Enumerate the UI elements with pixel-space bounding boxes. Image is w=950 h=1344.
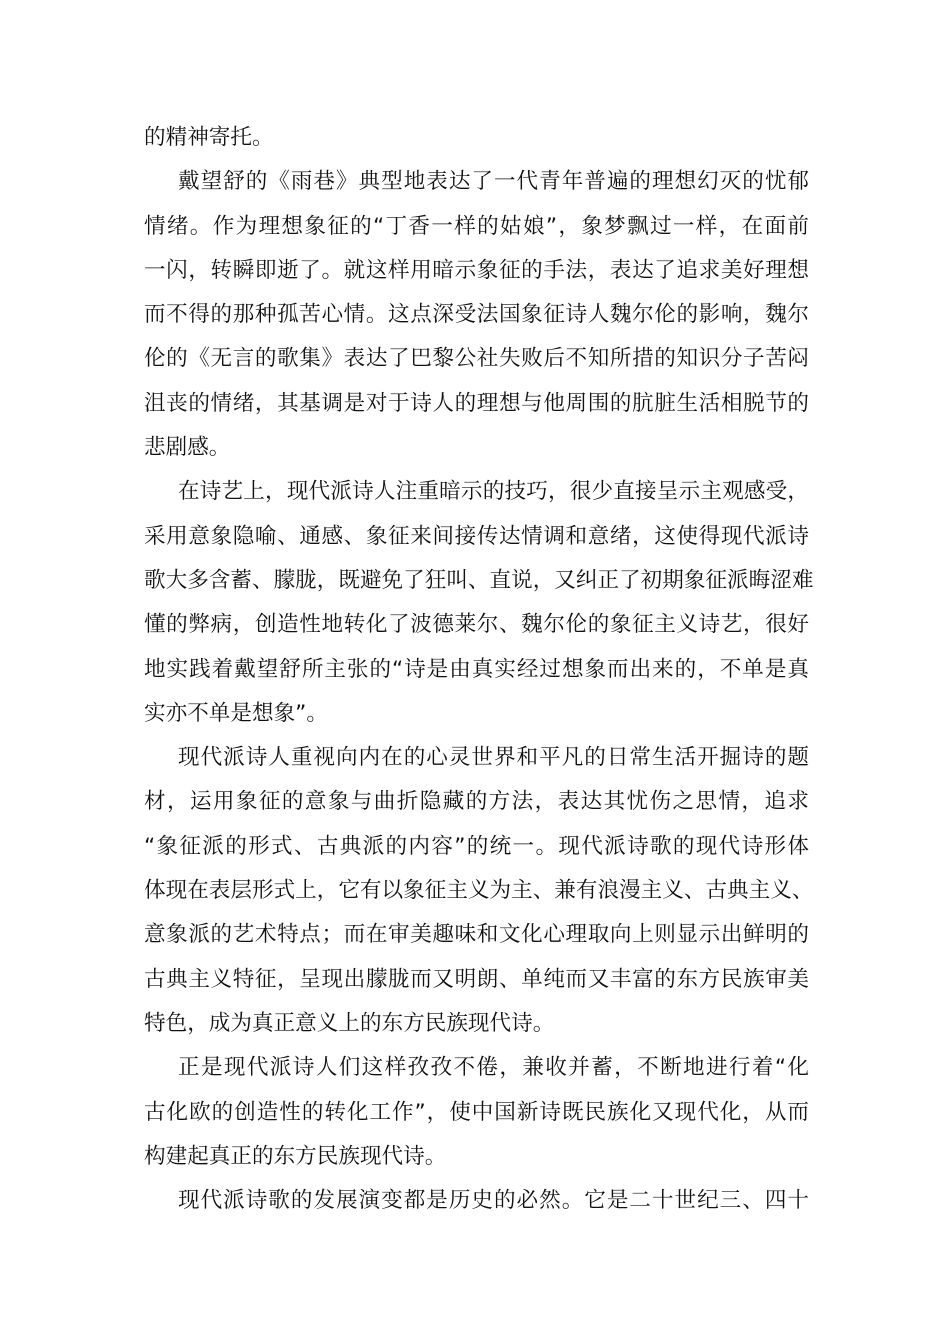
paragraph-synthesis [144,1046,809,1179]
text-line: 懂的弊病，创造性地转化了波德莱尔、魏尔伦的象征主义诗艺，很好 [144,612,809,638]
text-line: 体现在表层形式上，它有以象征主义为主、兼有浪漫主义、古典主义、 [144,878,814,904]
text-line: 歌大多含蓄、朦胧，既避免了狂叫、直说，又纠正了初期象征派晦涩难 [144,567,814,593]
text-line: 古化欧的创造性的转化工作”，使中国新诗既民族化又现代化，从而 [144,1099,809,1125]
text-line: 戴望舒的《雨巷》典型地表达了一代青年普遍的理想幻灭的忧郁 [178,169,809,195]
text-line: 一闪，转瞬即逝了。就这样用暗示象征的手法，表达了追求美好理想 [144,257,809,283]
text-line: 而不得的那种孤苦心情。这点深受法国象征诗人魏尔伦的影响，魏尔 [144,302,809,328]
text-line: 现代派诗人重视向内在的心灵世界和平凡的日常生活开掘诗的题 [178,745,809,771]
text-line: 特色，成为真正意义上的东方民族现代诗。 [144,1010,555,1036]
text-line: 构建起真正的东方民族现代诗。 [144,1143,447,1169]
paragraph-poetics [144,470,814,736]
paragraph-historical [144,1179,809,1223]
text-line: 采用意象隐喻、通感、象征来间接传达情调和意绪，这使得现代派诗 [144,523,809,549]
text-line: 伦的《无言的歌集》表达了巴黎公社失败后不知所措的知识分子苦闷 [144,346,809,372]
text-line: 古典主义特征，呈现出朦胧而又明朗、单纯而又丰富的东方民族审美 [144,966,809,992]
paragraph-inner-world [144,736,814,1046]
text-line: 实亦不单是想象”。 [144,700,328,726]
text-line: 材，运用象征的意象与曲折隐藏的方法，表达其忧伤之思情，追求 [144,789,809,815]
text-line: 现代派诗歌的发展演变都是历史的必然。它是二十世纪三、四十 [178,1188,809,1214]
text-line: 的精神寄托。 [144,125,274,150]
text-line: “象征派的形式、古典派的内容”的统一。现代派诗歌的现代诗形体 [144,833,809,859]
text-line: 意象派的艺术特点；而在审美趣味和文化心理取向上则显示出鲜明的 [144,922,809,948]
text-line: 正是现代派诗人们这样孜孜不倦，兼收并蓄，不断地进行着“化 [178,1055,809,1081]
body-text [144,116,814,1223]
text-line: 在诗艺上，现代派诗人注重暗示的技巧，很少直接呈示主观感受， [178,479,809,505]
text-line: 悲剧感。 [144,435,231,461]
text-line: 沮丧的情绪，其基调是对于诗人的理想与他周围的肮脏生活相脱节的 [144,390,809,416]
paragraph-continuation [144,116,809,160]
paragraph-yuxiang [144,160,809,470]
text-line: 地实践着戴望舒所主张的“诗是由真实经过想象而出来的，不单是真 [144,656,809,682]
text-line: 情绪。作为理想象征的“丁香一样的姑娘”，象梦飘过一样，在面前 [144,213,809,239]
